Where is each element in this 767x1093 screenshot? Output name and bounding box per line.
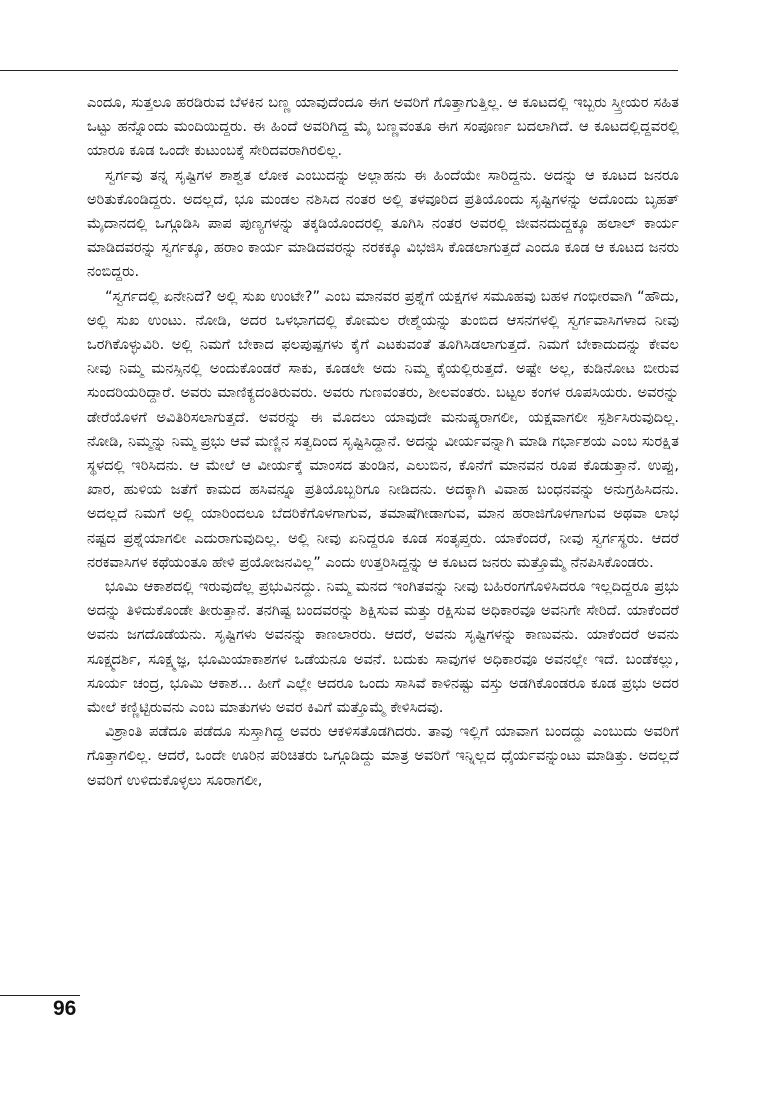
top-rule [0, 70, 678, 71]
page-body [87, 91, 679, 793]
paragraph: ಸ್ವರ್ಗವು ತನ್ನ ಸೃಷ್ಟಿಗಳ ಶಾಶ್ವತ ಲೋಕ ಎಂಬುದನ್ನು ಅಲ್ಲಾಹನು ಈ ಹಿಂದೆಯೇ ಸಾರಿದ್ದನು. ಅದನ್ನು ಆ ಕೂಟದ ಜನರೂ ಅರಿತುಕೊಂಡಿದ್ದರು. ಅದಲ್ಲದೆ, ಭೂ ಮಂಡಲ ನಶಿಸಿದ ನಂತರ ಅಲ್ಲಿ ತಳವೂರಿದ ಪ್ರತಿಯೊಂದು ಸೃಷ್ಟಿಗಳನ್ನು ಅದೊಂದು ಬೃಹತ್ ಮೈದಾನದಲ್ಲಿ ಒಗ್ಗೂಡಿಸಿ ಪಾಪ ಪುಣ್ಯಗಳನ್ನು ತಕ್ಕಡಿಯೊಂದರಲ್ಲಿ ತೂಗಿಸಿ ನಂತರ ಅವರಲ್ಲಿ ಜೀವನದುದ್ದಕ್ಕೂ ಹಲಾಲ್ ಕಾರ್ಯ ಮಾಡಿದವರನ್ನು ಸ್ವರ್ಗಕ್ಕೂ, ಹರಾಂ ಕಾರ್ಯ ಮಾಡಿದವರನ್ನು ನರಕಕ್ಕೂ ವಿಭಜಿಸಿ ಕೊಡಲಾಗುತ್ತದೆ ಎಂದೂ ಕೂಡ ಆ ಕೂಟದ ಜನರು ನಂಬಿದ್ದರು. [87, 166, 679, 281]
paragraph: “ಸ್ವರ್ಗದಲ್ಲಿ ಏನೇನಿದೆ? ಅಲ್ಲಿ ಸುಖ ಉಂಟೇ?” ಎಂಬ ಮಾನವರ ಪ್ರಶ್ನೆಗೆ ಯಕ್ಷಗಳ ಸಮೂಹವು ಬಹಳ ಗಂಭೀರವಾಗಿ “ಹೌದು, ಅಲ್ಲಿ ಸುಖ ಉಂಟು. ನೋಡಿ, ಅದರ ಒಳಭಾಗದಲ್ಲಿ ಕೋಮಲ ರೇಶ್ಮೆಯನ್ನು ತುಂಬಿದ ಆಸನಗಳಲ್ಲಿ ಸ್ವರ್ಗವಾಸಿಗಳಾದ ನೀವು ಒರಗಿಕೊಳ್ಳುವಿರಿ. ಅಲ್ಲಿ ನಿಮಗೆ ಬೇಕಾದ ಫಲಪುಷ್ಪಗಳು ಕೈಗೆ ಎಟಕುವಂತೆ ತೂಗಿಸಿಡಲಾಗುತ್ತದೆ. ನಿಮಗೆ ಬೇಕಾದುದನ್ನು ಕೇವಲ ನೀವು ನಿಮ್ಮ ಮನಸ್ಸಿನಲ್ಲಿ ಅಂದುಕೊಂಡರೆ ಸಾಕು, ಕೂಡಲೇ ಅದು ನಿಮ್ಮ ಕೈಯಲ್ಲಿರುತ್ತದೆ. ಅಷ್ಟೇ ಅಲ್ಲ, ಕುಡಿನೋಟ ಬೀರುವ ಸುಂದರಿಯರಿದ್ದಾರೆ. ಅವರು ಮಾಣಿಕ್ಯದಂತಿರುವರು. ಅವರು ಗುಣವಂತರು, ಶೀಲವಂತರು. ಬಟ್ಟಲ ಕಂಗಳ ರೂಪಸಿಯರು. ಅವರನ್ನು ಡೇರೆಯೊಳಗೆ ಅವಿತಿರಿಸಲಾಗುತ್ತದೆ. ಅವರನ್ನು ಈ ಮೊದಲು ಯಾವುದೇ ಮನುಷ್ಯರಾಗಲೀ, ಯಕ್ಷವಾಗಲೀ ಸ್ಪರ್ಶಿಸಿರುವುದಿಲ್ಲ. ನೋಡಿ, ನಿಮ್ಮನ್ನು ನಿಮ್ಮ ಪ್ರಭು ಆವೆ ಮಣ್ಣಿನ ಸತ್ವದಿಂದ ಸೃಷ್ಟಿಸಿದ್ದಾನೆ. ಅದನ್ನು ವೀರ್ಯವನ್ನಾಗಿ ಮಾಡಿ ಗರ್ಭಾಶಯ ಎಂಬ ಸುರಕ್ಷಿತ ಸ್ಥಳದಲ್ಲಿ ಇರಿಸಿದನು. ಆ ಮೇಲೆ ಆ ವೀರ್ಯಕ್ಕೆ ಮಾಂಸದ ತುಂಡಿನ, ಎಲುಬಿನ, ಕೊನೆಗೆ ಮಾನವನ ರೂಪ ಕೊಡುತ್ತಾನೆ. ಉಪ್ಪು, ಖಾರ, ಹುಳಿಯ ಜತೆಗೆ ಕಾಮದ ಹಸಿವನ್ನೂ ಪ್ರತಿಯೊಬ್ಬರಿಗೂ ನೀಡಿದನು. ಅದಕ್ಕಾಗಿ ವಿವಾಹ ಬಂಧನವನ್ನು ಅನುಗ್ರಹಿಸಿದನು. ಅದಲ್ಲದೆ ನಿಮಗೆ ಅಲ್ಲಿ ಯಾರಿಂದಲೂ ಬೆದರಿಕೆಗೊಳಗಾಗುವ, ತಮಾಷೆಗೀಡಾಗುವ, ಮಾನ ಹರಾಜಿಗೊಳಗಾಗುವ ಅಥವಾ ಲಾಭ ನಷ್ಟದ ಪ್ರಶ್ನೆಯಾಗಲೀ ಎದುರಾಗುವುದಿಲ್ಲ. ಅಲ್ಲಿ ನೀವು ಏನಿದ್ದರೂ ಕೂಡ ಸಂತೃಪ್ತರು. ಯಾಕೆಂದರೆ, ನೀವು ಸ್ವರ್ಗಸ್ಥರು. ಆದರೆ ನರಕವಾಸಿಗಳ ಕಥೆಯಂತೂ ಹೇಳಿ ಪ್ರಯೋಜನವಿಲ್ಲ” ಎಂದು ಉತ್ತರಿಸಿದ್ದನ್ನು ಆ ಕೂಟದ ಜನರು ಮತ್ತೊಮ್ಮೆ ನೆನಪಿಸಿಕೊಂಡರು. [87, 287, 679, 571]
paragraph: ಎಂದೂ, ಸುತ್ತಲೂ ಹರಡಿರುವ ಬೆಳಕಿನ ಬಣ್ಣ ಯಾವುದೆಂದೂ ಈಗ ಅವರಿಗೆ ಗೊತ್ತಾಗುತ್ತಿಲ್ಲ. ಆ ಕೂಟದಲ್ಲಿ ಇಬ್ಬರು ಸ್ತ್ರೀಯರ ಸಹಿತ ಒಟ್ಟು ಹನ್ನೊಂದು ಮಂದಿಯಿದ್ದರು. ಈ ಹಿಂದೆ ಅವರಿಗಿದ್ದ ಮೈ ಬಣ್ಣವಂತೂ ಈಗ ಸಂಪೂರ್ಣ ಬದಲಾಗಿದೆ. ಆ ಕೂಟದಲ್ಲಿದ್ದವರಲ್ಲಿ ಯಾರೂ ಕೂಡ ಒಂದೇ ಕುಟುಂಬಕ್ಕೆ ಸೇರಿದವರಾಗಿರಲಿಲ್ಲ. [87, 94, 679, 160]
paragraph: ಭೂಮಿ ಆಕಾಶದಲ್ಲಿ ಇರುವುದೆಲ್ಲ ಪ್ರಭುವಿನದ್ದು. ನಿಮ್ಮ ಮನದ ಇಂಗಿತವನ್ನು ನೀವು ಬಹಿರಂಗಗೊಳಿಸಿದರೂ ಇಲ್ಲದಿದ್ದರೂ ಪ್ರಭು ಅದನ್ನು ತಿಳಿದುಕೊಂಡೇ ತೀರುತ್ತಾನೆ. ತನಗಿಷ್ಟ ಬಂದವರನ್ನು ಶಿಕ್ಷಿಸುವ ಮತ್ತು ರಕ್ಷಿಸುವ ಅಧಿಕಾರವೂ ಅವನಿಗೇ ಸೇರಿದೆ. ಯಾಕೆಂದರೆ ಅವನು ಜಗದೊಡೆಯನು. ಸೃಷ್ಟಿಗಳು ಅವನನ್ನು ಕಾಣಲಾರರು. ಆದರೆ, ಅವನು ಸೃಷ್ಟಿಗಳನ್ನು ಕಾಣುವನು. ಯಾಕೆಂದರೆ ಅವನು ಸೂಕ್ಷ್ಮದರ್ಶಿ, ಸೂಕ್ಷ್ಮಜ್ಞ, ಭೂಮಿಯಾಕಾಶಗಳ ಒಡೆಯನೂ ಅವನೆ. ಬದುಕು ಸಾವುಗಳ ಅಧಿಕಾರವೂ ಅವನಲ್ಲೇ ಇದೆ. ಬಂಡೆಕಲ್ಲು, ಸೂರ್ಯ ಚಂದ್ರ, ಭೂಮಿ ಆಕಾಶ... ಹೀಗೆ ಎಲ್ಲೇ ಆದರೂ ಒಂದು ಸಾಸಿವೆ ಕಾಳಿನಷ್ಟು ವಸ್ತು ಅಡಗಿಕೊಂಡರೂ ಕೂಡ ಪ್ರಭು ಅದರ ಮೇಲೆ ಕಣ್ಣಿಟ್ಟಿರುವನು ಎಂಬ ಮಾತುಗಳು ಅವರ ಕಿವಿಗೆ ಮತ್ತೊಮ್ಮೆ ಕೇಳಿಸಿದವು. [87, 578, 679, 717]
page-number: 96 [53, 997, 77, 1020]
bottom-rule [0, 995, 80, 996]
paragraph: ವಿಶ್ರಾಂತಿ ಪಡೆದೂ ಪಡೆದೂ ಸುಸ್ತಾಗಿದ್ದ ಅವರು ಆಕಳಿಸತೊಡಗಿದರು. ತಾವು ಇಲ್ಲಿಗೆ ಯಾವಾಗ ಬಂದದ್ದು ಎಂಬುದು ಅವರಿಗೆ ಗೊತ್ತಾಗಲಿಲ್ಲ. ಆದರೆ, ಒಂದೇ ಊರಿನ ಪರಿಚಿತರು ಒಗ್ಗೂಡಿದ್ದು ಮಾತ್ರ ಅವರಿಗೆ ಇನ್ನಿಲ್ಲದ ಧೈರ್ಯವನ್ನುಂಟು ಮಾಡಿತ್ತು. ಅದಲ್ಲದೆ ಅವರಿಗೆ ಉಳಿದುಕೊಳ್ಳಲು ಸೂರಾಗಲೀ, [87, 723, 679, 789]
